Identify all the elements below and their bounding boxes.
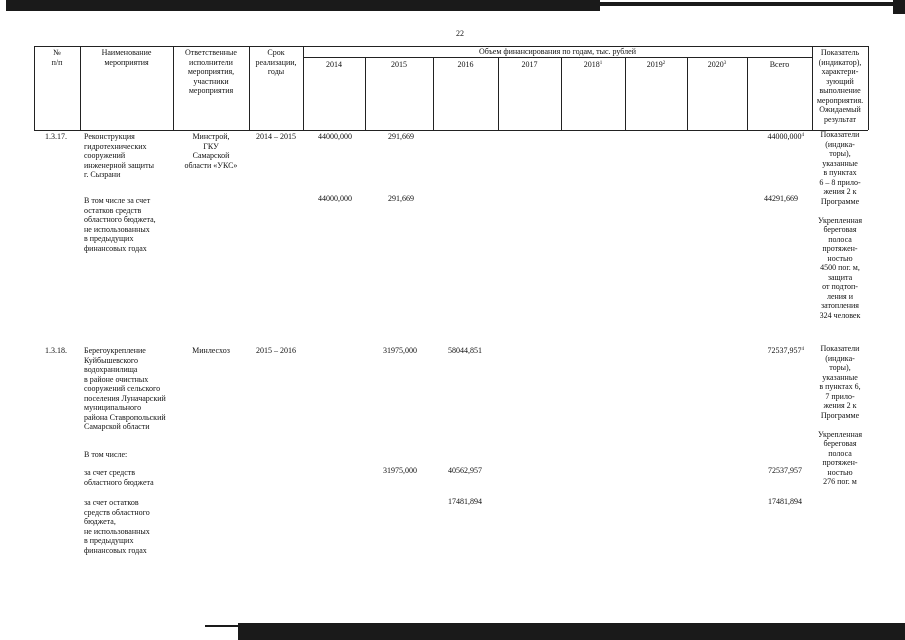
row-including-label: В том числе: xyxy=(84,450,128,459)
row-indicator: Показатели (индика- торы), указанные в пунктах 6, 7 прило- жения 2 к Программе Укрепленная береговая полоса протяжен- ностью 276 пог. м xyxy=(817,344,862,486)
scan-edge-corner xyxy=(893,0,905,14)
sub2-value-2016: 17481,894 xyxy=(448,497,482,506)
header-indicator: Показатель (индикатор), характери- зующий выполнение мероприятия. Ожидаемый результат xyxy=(816,48,864,124)
row-name: Берегоукрепление Куйбышевского водохранилища в районе очистных сооружений сельского поселения Луначарский муниципального района Ставропольский Самарской области xyxy=(84,346,166,431)
row-name: Реконструкция гидротехнических сооружений инженерной защиты г. Сызрани xyxy=(84,132,154,179)
sub-value-total: 44291,669 xyxy=(764,194,798,203)
header-year-2020: 2020$^3$ xyxy=(707,60,727,69)
row-subtitle: за счет остатков средств областного бюджета, не использованных в предыдущих финансовых годах xyxy=(84,498,150,555)
value-2015: 31975,000 xyxy=(383,346,417,355)
sub2-value-total: 17481,894 xyxy=(768,497,802,506)
row-subtitle: за счет средств областного бюджета xyxy=(84,468,154,487)
value-total: 72537,957$^4$ xyxy=(767,346,804,355)
header-name: Наименование мероприятия xyxy=(101,48,152,67)
value-2015: 291,669 xyxy=(388,132,414,141)
sub-value-2014: 44000,000 xyxy=(318,194,352,203)
header-num: № п/п xyxy=(51,48,63,67)
header-year-2015: 2015 xyxy=(391,60,407,69)
scan-edge-top-thin xyxy=(600,2,898,6)
row-responsible: Минстрой, ГКУ Самарской области «УКС» xyxy=(184,132,238,170)
header-year-2017: 2017 xyxy=(521,60,538,69)
header-year-2014: 2014 xyxy=(326,60,342,69)
row-number: 1.3.18. xyxy=(45,346,67,355)
header-year-2018: 2018$^1$ xyxy=(583,60,603,69)
sub-value-2015: 291,669 xyxy=(388,194,414,203)
header-responsible: Ответственные исполнители мероприятия, участники мероприятия xyxy=(185,48,237,95)
scan-edge-top xyxy=(6,0,600,11)
header-total: Всего xyxy=(769,60,790,69)
value-2016: 58044,851 xyxy=(448,346,482,355)
page-number: 22 xyxy=(456,29,464,38)
header-year-2016: 2016 xyxy=(457,60,474,69)
value-2014: 44000,000 xyxy=(318,132,352,141)
row-indicator: Показатели (индика- торы), указанные в пунктах 6 – 8 прило- жения 2 к Программе Укрепленная береговая полоса протяжен- ностью 4500 пог. м, защита от подтоп- ления и затопления 324 человек xyxy=(817,130,862,320)
scan-edge-bottom xyxy=(238,623,905,640)
sub1-value-2015: 31975,000 xyxy=(383,466,417,475)
row-term: 2014 – 2015 xyxy=(256,132,296,141)
row-subtitle: В том числе за счет остатков средств областного бюджета, не использованных в предыдущих финансовых годах xyxy=(84,196,156,253)
sub1-value-2016: 40562,957 xyxy=(448,466,482,475)
row-number: 1.3.17. xyxy=(45,132,67,141)
row-term: 2015 – 2016 xyxy=(256,346,296,355)
scan-edge-bottom-thin xyxy=(205,625,245,627)
sub1-value-total: 72537,957 xyxy=(768,466,802,475)
header-financing: Объем финансирования по годам, тыс. рублей xyxy=(479,47,636,56)
header-term: Срок реализации, годы xyxy=(255,48,297,76)
header-year-2019: 2019$^2$ xyxy=(646,60,666,69)
value-total: 44000,000$^4$ xyxy=(767,132,804,141)
row-responsible: Минлесхоз xyxy=(192,346,230,355)
